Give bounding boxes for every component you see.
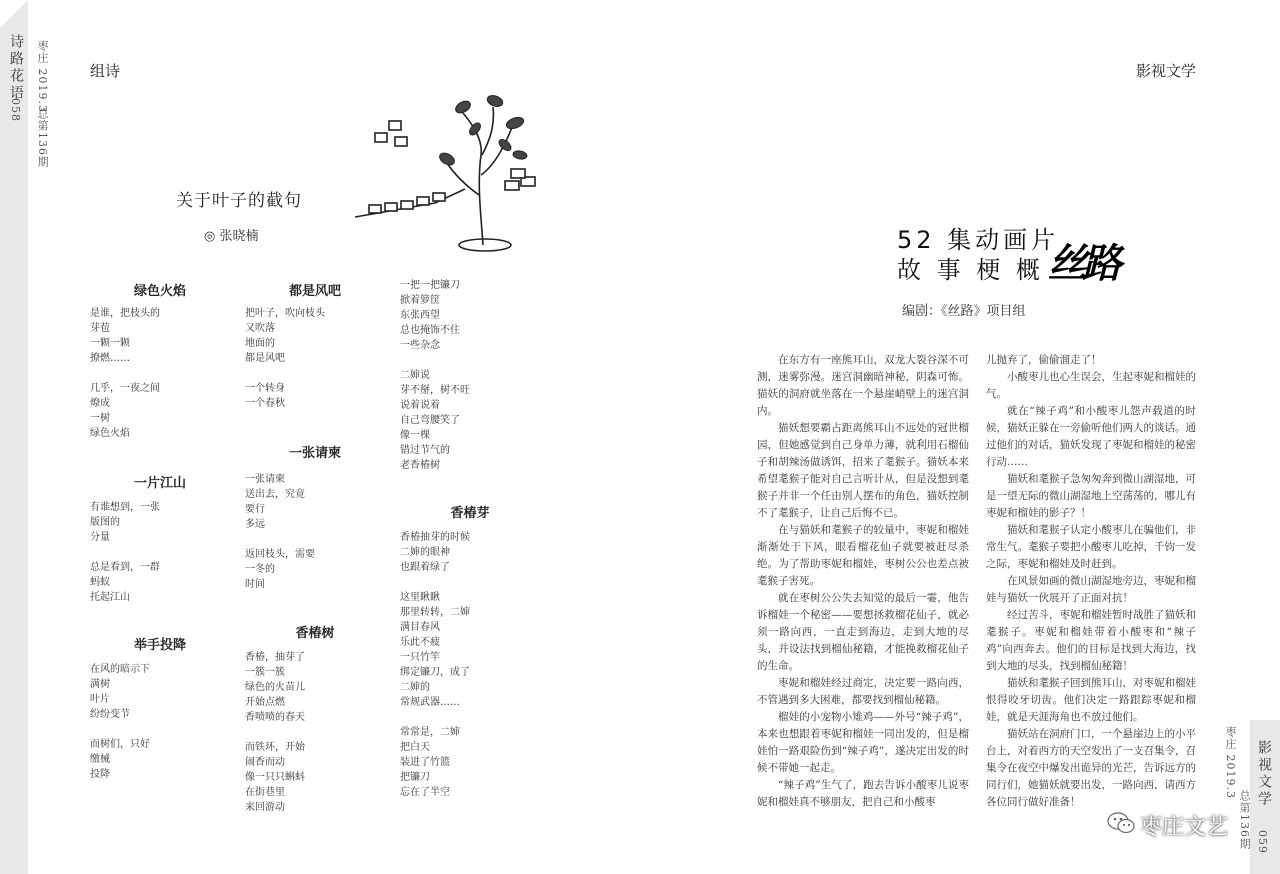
- calligraphy-title: 丝路: [1045, 240, 1126, 287]
- left-page-number: 058: [9, 98, 22, 122]
- left-issue-label: 枣庄 2019.3: [36, 40, 49, 113]
- section-title: 绿色火焰: [133, 284, 186, 299]
- section-title: 香椿芽: [450, 506, 490, 521]
- paragraph: 猫妖和耄猴子急匆匆奔到微山湖湿地，可是一望无际的微山湖湿地上空荡荡的，哪儿有枣妮和榴娃的影子？！: [986, 473, 1196, 519]
- wechat-icon: [1106, 808, 1136, 838]
- paragraph: 猫妖想要霸占距离熊耳山不远处的冠世榴园，但她感觉到自己身单力薄，就利用石榴仙子和胡辣汤做诱饵，招来了耄猴子。猫妖本来希望耄猴子能对自己言听计从，但是没想到耄猴子并非一个任由别人摆布的角色，猫妖控制不了耄猴子，让自己后悔不已。: [757, 422, 969, 519]
- paragraph: 就在枣树公公失去知觉的最后一霎，他告诉榴娃一个秘密——要想拯救榴花仙子，就必须一路向西，一直走到海边，走到大地的尽头，并设法找到榴仙秘籍，才能挽救榴花仙子的生命。: [757, 592, 969, 672]
- section-verse: 一张请柬 送出去，究竟 要行 多远 返回枝头，需要 一冬的 时间: [245, 474, 315, 590]
- poem-author: ◎ 张晓楠: [204, 229, 259, 244]
- paragraph: 在与猫妖和耄猴子的较量中，枣妮和榴娃渐渐处于下风，眼看榴花仙子就要被赶尽杀绝。为了帮助枣妮和榴娃，枣树公公也差点被耄猴子害死。: [757, 524, 969, 587]
- section-verse: 香椿，抽芽了 一簇一簇 绿色的火苗儿 开始点燃 香喷喷的春天 而铁环，开始 闹香而动 像一只只蝌蚪 在街巷里 来回游动: [245, 652, 305, 813]
- right-issue-label: 枣庄 2019.3: [1224, 726, 1237, 799]
- section-title: 一张请柬: [288, 446, 341, 461]
- section-verse: 有谁想到，一张 版图的 分量 总是看到，一群 蚂蚁 托起江山: [90, 502, 160, 603]
- paragraph: 猫妖站在洞府门口，一个悬崖边上的小平台上，对着西方的天空发出了一支召集令，召集令在夜空中爆发出诡异的光芒，告诉远方的同行们，她猫妖就要出发，一路向西，请西方各位同行做好准备！: [986, 728, 1196, 808]
- tree-illustration: [355, 85, 555, 255]
- section-title: 都是风吧: [288, 284, 341, 299]
- paragraph: 就在“辣子鸡”和小酸枣儿怨声载道的时候，猫妖正躲在一旁偷听他们两人的谈话。通过他们的对话，猫妖发现了枣妮和榴娃的秘密行动……: [986, 405, 1196, 468]
- paragraph: 经过苦斗，枣妮和榴娃暂时战胜了猫妖和耄猴子。枣妮和榴娃带着小酸枣和“辣子鸡”向西奔去。他们的目标是找到大海边，找到大地的尽头，找到榴仙秘籍！: [986, 609, 1196, 672]
- story-column-2: [986, 352, 1196, 811]
- section-verse: 香椿抽芽的时候 二婶的眼神 也跟着绿了 这里瞅瞅 那里转转，二婶 满目春风 乐此不疲 一只竹竿 绑定镰刀，成了 二婶的 常规武器…… 常常是，二婶 把白天 装进了竹篮 把镰刀 忘在了半空: [400, 532, 470, 798]
- paragraph: 榴娃的小宠物小雉鸡——外号“辣子鸡”，本来也想跟着枣妮和榴娃一同出发的，但是榴娃怕一路艰险伤到“辣子鸡”，遂决定出发的时候不带她一起走。: [757, 711, 969, 774]
- left-side-tab-label: 诗路花语: [8, 34, 24, 102]
- section-title: 一片江山: [133, 476, 186, 491]
- section-title: 举手投降: [133, 638, 186, 653]
- paragraph: 枣妮和榴娃经过商定，决定要一路向西，不管遇到多大困难，都要找到榴仙秘籍。: [757, 677, 969, 706]
- right-side-tab-label: 影视文学: [1256, 740, 1272, 808]
- left-issue-extra: 总第136期: [36, 108, 49, 168]
- section-verse: 是谁，把枝头的 芽苞 一颗一颗 撩燃…… 几乎，一夜之间 燎成 一树 绿色火焰: [90, 308, 160, 439]
- story-column-1: [757, 352, 969, 811]
- section-title: 香椿树: [295, 626, 335, 641]
- section-verse: 把叶子，吹向枝头 又吹落 地面的 都是风吧 一个转身 一个春秋: [245, 308, 325, 409]
- section-verse: 在风的暗示下 满树 叶片 纷纷变节 而树们，只好 缴械 投降: [90, 664, 150, 780]
- paragraph: “辣子鸡”生气了，跑去告诉小酸枣儿说枣妮和榴娃真不够朋友，把自己和小酸枣: [757, 779, 969, 808]
- left-column-label: 组诗: [90, 62, 121, 80]
- left-side-tab: [0, 0, 28, 874]
- section-verse: 一把一把镰刀 掀着箩筐 东张西望 总也掩饰不住 一些杂念 二婶说 芽不掰，树不旺 说着说着 自己弯腰笑了 像一棵 错过节气的 老香椿树: [400, 280, 470, 471]
- paragraph: 儿抛弃了，偷偷溜走了！: [986, 354, 1102, 366]
- paragraph: 猫妖和耄猴子认定小酸枣儿在骗他们，非常生气。耄猴子要把小酸枣儿吃掉，千钧一发之际，枣妮和榴娃及时赶到。: [986, 524, 1196, 570]
- paragraph: 猫妖和耄猴子回到熊耳山，对枣妮和榴娃恨得咬牙切齿。他们决定一路跟踪枣妮和榴娃，就是天涯海角也不放过他们。: [986, 677, 1196, 723]
- right-column-label: 影视文学: [1136, 62, 1197, 80]
- paragraph: 在东方有一座熊耳山，双龙大裂谷深不可测，迷雾弥漫。迷宫洞幽暗神秘，阴森可怖。猫妖的洞府就坐落在一个悬崖峭壁上的迷宫洞内。: [757, 354, 969, 417]
- paragraph: 小酸枣儿也心生误会，生起枣妮和榴娃的气。: [986, 371, 1196, 400]
- watermark-text: 枣庄文艺: [1140, 815, 1229, 840]
- story-title-line2: 故 事 梗 概: [897, 256, 1044, 284]
- story-title-line1: 52 集动画片: [897, 226, 1060, 254]
- right-page-number: 059: [1256, 830, 1269, 854]
- paragraph: 在风景如画的微山湖湿地旁边，枣妮和榴娃与猫妖一伙展开了正面对抗！: [986, 575, 1196, 604]
- right-issue-extra: 总第136期: [1238, 790, 1251, 850]
- poem-title: 关于叶子的截句: [176, 191, 302, 211]
- story-credit: 编剧：《丝路》项目组: [902, 304, 1026, 319]
